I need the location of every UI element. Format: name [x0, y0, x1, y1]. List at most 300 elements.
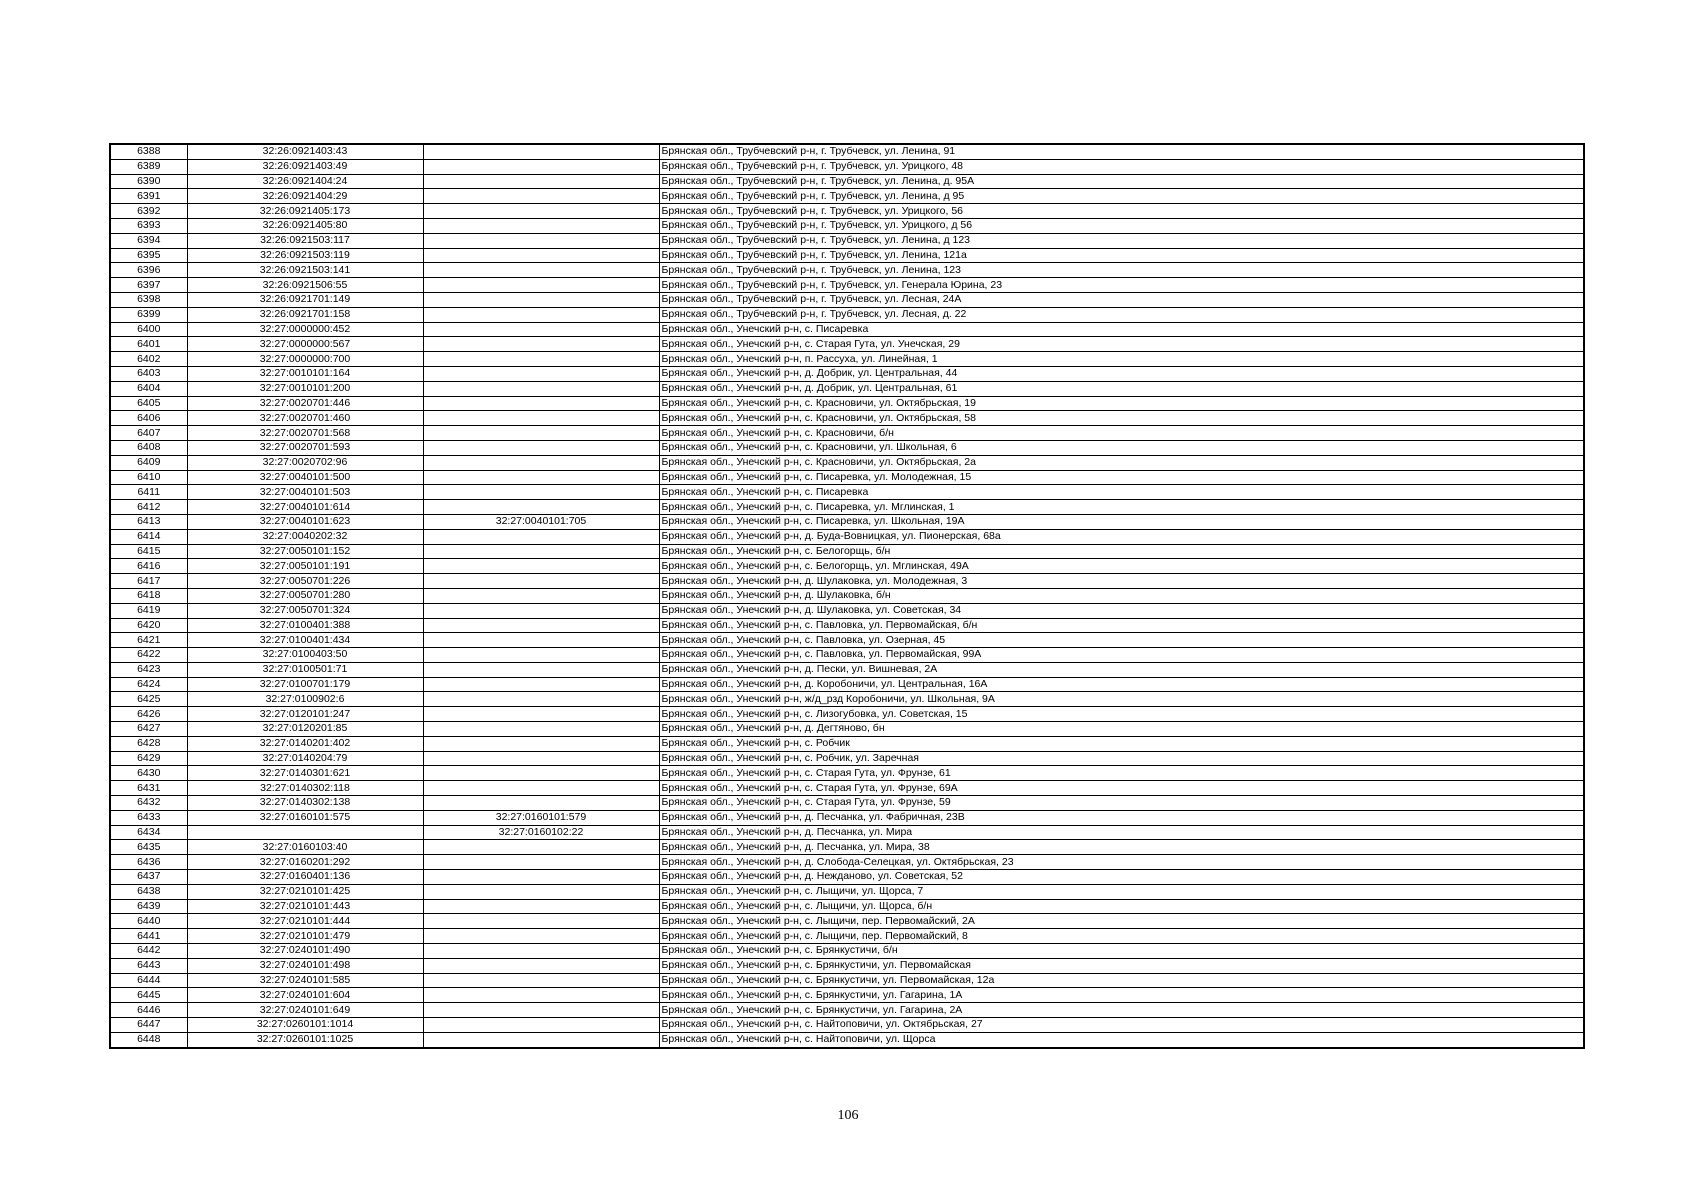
- linked-cadastral-number-cell: 32:27:0040101:705: [423, 514, 659, 529]
- page-number: 106: [837, 1108, 859, 1123]
- address-cell: Брянская обл., Унечский р-н, с. Лыщичи, ул. Щорса, 7: [659, 884, 1584, 899]
- row-number-cell: 6411: [110, 485, 187, 500]
- linked-cadastral-number-cell: [423, 662, 659, 677]
- table-row: [110, 278, 1584, 293]
- table-row: [110, 189, 1584, 204]
- address-cell: Брянская обл., Унечский р-н, с. Робчик, ул. Заречная: [659, 751, 1584, 766]
- address-cell: Брянская обл., Унечский р-н, с. Писаревка: [659, 322, 1584, 337]
- table-row: [110, 322, 1584, 337]
- cadastral-number-cell: 32:27:0000000:567: [187, 337, 423, 352]
- linked-cadastral-number-cell: [423, 988, 659, 1003]
- address-cell: Брянская обл., Унечский р-н, с. Красновичи, ул. Октябрьская, 58: [659, 411, 1584, 426]
- cadastral-number-cell: 32:27:0050701:280: [187, 588, 423, 603]
- table-row: [110, 470, 1584, 485]
- linked-cadastral-number-cell: [423, 603, 659, 618]
- linked-cadastral-number-cell: [423, 929, 659, 944]
- row-number-cell: 6435: [110, 840, 187, 855]
- table-row: [110, 988, 1584, 1003]
- address-cell: Брянская обл., Унечский р-н, с. Красновичи, б/н: [659, 426, 1584, 441]
- linked-cadastral-number-cell: [423, 722, 659, 737]
- table-row: [110, 662, 1584, 677]
- linked-cadastral-number-cell: 32:27:0160101:579: [423, 810, 659, 825]
- table-row: [110, 618, 1584, 633]
- row-number-cell: 6409: [110, 455, 187, 470]
- table-row: [110, 677, 1584, 692]
- linked-cadastral-number-cell: [423, 944, 659, 959]
- address-cell: Брянская обл., Унечский р-н, д. Шулаковка, б/н: [659, 588, 1584, 603]
- linked-cadastral-number-cell: [423, 233, 659, 248]
- linked-cadastral-number-cell: [423, 381, 659, 396]
- table-row: [110, 233, 1584, 248]
- row-number-cell: 6430: [110, 766, 187, 781]
- address-cell: Брянская обл., Унечский р-н, д. Добрик, ул. Центральная, 44: [659, 366, 1584, 381]
- row-number-cell: 6433: [110, 810, 187, 825]
- linked-cadastral-number-cell: [423, 426, 659, 441]
- row-number-cell: 6443: [110, 958, 187, 973]
- linked-cadastral-number-cell: [423, 529, 659, 544]
- linked-cadastral-number-cell: [423, 500, 659, 515]
- cadastral-number-cell: 32:26:0921405:173: [187, 204, 423, 219]
- address-cell: Брянская обл., Унечский р-н, с. Писаревка, ул. Школьная, 19А: [659, 514, 1584, 529]
- linked-cadastral-number-cell: [423, 189, 659, 204]
- cadastral-number-cell: [187, 825, 423, 840]
- cadastral-number-cell: 32:27:0040101:623: [187, 514, 423, 529]
- row-number-cell: 6434: [110, 825, 187, 840]
- address-cell: Брянская обл., Унечский р-н, с. Найтоповичи, ул. Октябрьская, 27: [659, 1018, 1584, 1033]
- table-row: [110, 1032, 1584, 1047]
- cadastral-number-cell: 32:27:0050101:191: [187, 559, 423, 574]
- linked-cadastral-number-cell: [423, 870, 659, 885]
- table-row: [110, 899, 1584, 914]
- row-number-cell: 6414: [110, 529, 187, 544]
- row-number-cell: 6447: [110, 1018, 187, 1033]
- table-row: [110, 736, 1584, 751]
- address-cell: Брянская обл., Унечский р-н, с. Брянкустичи, ул. Первомайская, 12а: [659, 973, 1584, 988]
- table-row: [110, 944, 1584, 959]
- cadastral-number-cell: 32:27:0040202:32: [187, 529, 423, 544]
- address-cell: Брянская обл., Унечский р-н, с. Найтоповичи, ул. Щорса: [659, 1032, 1584, 1047]
- table-row: [110, 544, 1584, 559]
- linked-cadastral-number-cell: [423, 884, 659, 899]
- linked-cadastral-number-cell: [423, 307, 659, 322]
- linked-cadastral-number-cell: [423, 440, 659, 455]
- cadastral-number-cell: 32:27:0100401:388: [187, 618, 423, 633]
- linked-cadastral-number-cell: [423, 588, 659, 603]
- table-row: [110, 248, 1584, 263]
- table-row: [110, 381, 1584, 396]
- address-cell: Брянская обл., Унечский р-н, д. Песчанка, ул. Мира, 38: [659, 840, 1584, 855]
- address-cell: Брянская обл., Унечский р-н, д. Пески, ул. Вишневая, 2А: [659, 662, 1584, 677]
- linked-cadastral-number-cell: [423, 973, 659, 988]
- linked-cadastral-number-cell: [423, 648, 659, 663]
- row-number-cell: 6446: [110, 1003, 187, 1018]
- row-number-cell: 6428: [110, 736, 187, 751]
- row-number-cell: 6420: [110, 618, 187, 633]
- address-cell: Брянская обл., Унечский р-н, с. Красновичи, ул. Октябрьская, 19: [659, 396, 1584, 411]
- address-cell: Брянская обл., Унечский р-н, с. Лыщичи, пер. Первомайский, 8: [659, 929, 1584, 944]
- table-row: [110, 588, 1584, 603]
- cadastral-number-cell: 32:26:0921403:43: [187, 144, 423, 159]
- address-cell: Брянская обл., Унечский р-н, д. Песчанка, ул. Фабричная, 23В: [659, 810, 1584, 825]
- linked-cadastral-number-cell: [423, 736, 659, 751]
- table-row: [110, 884, 1584, 899]
- address-cell: Брянская обл., Унечский р-н, с. Старая Гута, ул. Унечская, 29: [659, 337, 1584, 352]
- cadastral-number-cell: 32:27:0140302:118: [187, 781, 423, 796]
- row-number-cell: 6389: [110, 159, 187, 174]
- linked-cadastral-number-cell: [423, 707, 659, 722]
- linked-cadastral-number-cell: [423, 855, 659, 870]
- address-cell: Брянская обл., Унечский р-н, с. Робчик: [659, 736, 1584, 751]
- table-row: [110, 751, 1584, 766]
- address-cell: Брянская обл., Трубчевский р-н, г. Трубчевск, ул. Урицкого, 56: [659, 204, 1584, 219]
- address-cell: Брянская обл., Унечский р-н, с. Белогорщь, б/н: [659, 544, 1584, 559]
- address-cell: Брянская обл., Унечский р-н, с. Старая Гута, ул. Фрунзе, 61: [659, 766, 1584, 781]
- table-row: [110, 455, 1584, 470]
- address-cell: Брянская обл., Унечский р-н, п. Рассуха, ул. Линейная, 1: [659, 352, 1584, 367]
- linked-cadastral-number-cell: [423, 218, 659, 233]
- cadastral-number-cell: 32:27:0210101:444: [187, 914, 423, 929]
- cadastral-number-cell: 32:26:0921404:24: [187, 174, 423, 189]
- cadastral-number-cell: 32:27:0020701:593: [187, 440, 423, 455]
- table-row: [110, 159, 1584, 174]
- linked-cadastral-number-cell: [423, 781, 659, 796]
- address-cell: Брянская обл., Унечский р-н, с. Лыщичи, ул. Щорса, б/н: [659, 899, 1584, 914]
- row-number-cell: 6407: [110, 426, 187, 441]
- address-cell: Брянская обл., Унечский р-н, д. Шулаковка, ул. Советская, 34: [659, 603, 1584, 618]
- address-cell: Брянская обл., Трубчевский р-н, г. Трубчевск, ул. Ленина, д 123: [659, 233, 1584, 248]
- cadastral-number-cell: 32:26:0921503:141: [187, 263, 423, 278]
- table-row: [110, 529, 1584, 544]
- linked-cadastral-number-cell: [423, 958, 659, 973]
- linked-cadastral-number-cell: [423, 470, 659, 485]
- address-cell: Брянская обл., Унечский р-н, д. Коробоничи, ул. Центральная, 16А: [659, 677, 1584, 692]
- row-number-cell: 6442: [110, 944, 187, 959]
- row-number-cell: 6436: [110, 855, 187, 870]
- cadastral-number-cell: 32:27:0040101:500: [187, 470, 423, 485]
- linked-cadastral-number-cell: [423, 899, 659, 914]
- linked-cadastral-number-cell: [423, 144, 659, 159]
- linked-cadastral-number-cell: [423, 174, 659, 189]
- linked-cadastral-number-cell: [423, 840, 659, 855]
- row-number-cell: 6444: [110, 973, 187, 988]
- linked-cadastral-number-cell: [423, 766, 659, 781]
- linked-cadastral-number-cell: [423, 204, 659, 219]
- table-row: [110, 1003, 1584, 1018]
- cadastral-number-cell: 32:27:0140201:402: [187, 736, 423, 751]
- address-cell: Брянская обл., Унечский р-н, д. Добрик, ул. Центральная, 61: [659, 381, 1584, 396]
- row-number-cell: 6429: [110, 751, 187, 766]
- row-number-cell: 6413: [110, 514, 187, 529]
- address-cell: Брянская обл., Унечский р-н, с. Павловка, ул. Первомайская, б/н: [659, 618, 1584, 633]
- cadastral-number-cell: 32:27:0100701:179: [187, 677, 423, 692]
- row-number-cell: 6397: [110, 278, 187, 293]
- row-number-cell: 6445: [110, 988, 187, 1003]
- linked-cadastral-number-cell: [423, 1003, 659, 1018]
- row-number-cell: 6417: [110, 574, 187, 589]
- row-number-cell: 6415: [110, 544, 187, 559]
- linked-cadastral-number-cell: [423, 914, 659, 929]
- address-cell: Брянская обл., Трубчевский р-н, г. Трубчевск, ул. Урицкого, 48: [659, 159, 1584, 174]
- row-number-cell: 6439: [110, 899, 187, 914]
- cadastral-number-cell: 32:27:0020701:460: [187, 411, 423, 426]
- cadastral-number-cell: 32:27:0050701:324: [187, 603, 423, 618]
- cadastral-number-cell: 32:27:0160201:292: [187, 855, 423, 870]
- linked-cadastral-number-cell: [423, 618, 659, 633]
- row-number-cell: 6432: [110, 796, 187, 811]
- row-number-cell: 6423: [110, 662, 187, 677]
- row-number-cell: 6400: [110, 322, 187, 337]
- cadastral-number-cell: 32:27:0040101:503: [187, 485, 423, 500]
- cadastral-number-cell: 32:27:0140301:621: [187, 766, 423, 781]
- table-row: [110, 174, 1584, 189]
- cadastral-number-cell: 32:27:0240101:498: [187, 958, 423, 973]
- cadastral-number-cell: 32:27:0100401:434: [187, 633, 423, 648]
- address-cell: Брянская обл., Унечский р-н, с. Красновичи, ул. Школьная, 6: [659, 440, 1584, 455]
- cadastral-number-cell: 32:27:0210101:479: [187, 929, 423, 944]
- table-row: [110, 958, 1584, 973]
- address-cell: Брянская обл., Трубчевский р-н, г. Трубчевск, ул. Ленина, 91: [659, 144, 1584, 159]
- cadastral-number-cell: 32:27:0100403:50: [187, 648, 423, 663]
- linked-cadastral-number-cell: [423, 574, 659, 589]
- cadastral-number-cell: 32:27:0020701:446: [187, 396, 423, 411]
- table-row: [110, 263, 1584, 278]
- linked-cadastral-number-cell: [423, 751, 659, 766]
- cadastral-number-cell: 32:27:0020701:568: [187, 426, 423, 441]
- cadastral-number-cell: 32:26:0921405:80: [187, 218, 423, 233]
- cadastral-number-cell: 32:27:0160103:40: [187, 840, 423, 855]
- table-row: [110, 722, 1584, 737]
- table-row: [110, 633, 1584, 648]
- row-number-cell: 6412: [110, 500, 187, 515]
- table-row: [110, 411, 1584, 426]
- table-row: [110, 648, 1584, 663]
- linked-cadastral-number-cell: [423, 633, 659, 648]
- cadastral-number-cell: 32:27:0210101:443: [187, 899, 423, 914]
- row-number-cell: 6394: [110, 233, 187, 248]
- address-cell: Брянская обл., Унечский р-н, с. Старая Гута, ул. Фрунзе, 69А: [659, 781, 1584, 796]
- address-cell: Брянская обл., Унечский р-н, с. Красновичи, ул. Октябрьская, 2а: [659, 455, 1584, 470]
- cadastral-number-cell: 32:27:0020702:96: [187, 455, 423, 470]
- linked-cadastral-number-cell: [423, 1018, 659, 1033]
- cadastral-number-cell: 32:27:0140302:138: [187, 796, 423, 811]
- table-row: [110, 781, 1584, 796]
- linked-cadastral-number-cell: [423, 544, 659, 559]
- row-number-cell: 6422: [110, 648, 187, 663]
- linked-cadastral-number-cell: [423, 485, 659, 500]
- row-number-cell: 6440: [110, 914, 187, 929]
- cadastral-number-cell: 32:27:0240101:649: [187, 1003, 423, 1018]
- registry-table: [109, 143, 1585, 1049]
- table-row: [110, 840, 1584, 855]
- row-number-cell: 6419: [110, 603, 187, 618]
- linked-cadastral-number-cell: [423, 278, 659, 293]
- table-row: [110, 603, 1584, 618]
- cadastral-number-cell: 32:27:0040101:614: [187, 500, 423, 515]
- address-cell: Брянская обл., Трубчевский р-н, г. Трубчевск, ул. Ленина, 123: [659, 263, 1584, 278]
- address-cell: Брянская обл., Унечский р-н, с. Павловка, ул. Озерная, 45: [659, 633, 1584, 648]
- linked-cadastral-number-cell: [423, 322, 659, 337]
- cadastral-number-cell: 32:27:0050701:226: [187, 574, 423, 589]
- address-cell: Брянская обл., Унечский р-н, с. Лыщичи, пер. Первомайский, 2А: [659, 914, 1584, 929]
- cadastral-number-cell: 32:27:0000000:700: [187, 352, 423, 367]
- linked-cadastral-number-cell: [423, 159, 659, 174]
- cadastral-number-cell: 32:26:0921701:149: [187, 292, 423, 307]
- row-number-cell: 6416: [110, 559, 187, 574]
- table-row: [110, 870, 1584, 885]
- linked-cadastral-number-cell: [423, 337, 659, 352]
- row-number-cell: 6418: [110, 588, 187, 603]
- address-cell: Брянская обл., Унечский р-н, с. Брянкустичи, ул. Гагарина, 1А: [659, 988, 1584, 1003]
- address-cell: Брянская обл., Трубчевский р-н, г. Трубчевск, ул. Ленина, 121а: [659, 248, 1584, 263]
- cadastral-number-cell: 32:27:0100902:6: [187, 692, 423, 707]
- table-row: [110, 485, 1584, 500]
- linked-cadastral-number-cell: [423, 352, 659, 367]
- linked-cadastral-number-cell: 32:27:0160102:22: [423, 825, 659, 840]
- linked-cadastral-number-cell: [423, 677, 659, 692]
- table-row: [110, 1018, 1584, 1033]
- table-row: [110, 766, 1584, 781]
- address-cell: Брянская обл., Трубчевский р-н, г. Трубчевск, ул. Ленина, д 95: [659, 189, 1584, 204]
- row-number-cell: 6437: [110, 870, 187, 885]
- row-number-cell: 6402: [110, 352, 187, 367]
- address-cell: Брянская обл., Унечский р-н, д. Дегтяново, бн: [659, 722, 1584, 737]
- table-row: [110, 218, 1584, 233]
- row-number-cell: 6399: [110, 307, 187, 322]
- cadastral-number-cell: 32:27:0260101:1014: [187, 1018, 423, 1033]
- row-number-cell: 6391: [110, 189, 187, 204]
- address-cell: Брянская обл., Трубчевский р-н, г. Трубчевск, ул. Лесная, 24А: [659, 292, 1584, 307]
- row-number-cell: 6392: [110, 204, 187, 219]
- table-row: [110, 352, 1584, 367]
- address-cell: Брянская обл., Унечский р-н, с. Брянкустичи, б/н: [659, 944, 1584, 959]
- address-cell: Брянская обл., Трубчевский р-н, г. Трубчевск, ул. Лесная, д. 22: [659, 307, 1584, 322]
- address-cell: Брянская обл., Унечский р-н, д. Песчанка, ул. Мира: [659, 825, 1584, 840]
- address-cell: Брянская обл., Унечский р-н, с. Брянкустичи, ул. Гагарина, 2А: [659, 1003, 1584, 1018]
- cadastral-number-cell: 32:27:0000000:452: [187, 322, 423, 337]
- address-cell: Брянская обл., Унечский р-н, с. Писаревка: [659, 485, 1584, 500]
- table-row: [110, 692, 1584, 707]
- table-row: [110, 825, 1584, 840]
- table-row: [110, 810, 1584, 825]
- table-row: [110, 855, 1584, 870]
- linked-cadastral-number-cell: [423, 248, 659, 263]
- row-number-cell: 6441: [110, 929, 187, 944]
- cadastral-number-cell: 32:26:0921503:119: [187, 248, 423, 263]
- row-number-cell: 6401: [110, 337, 187, 352]
- table-row: [110, 973, 1584, 988]
- linked-cadastral-number-cell: [423, 455, 659, 470]
- linked-cadastral-number-cell: [423, 396, 659, 411]
- row-number-cell: 6396: [110, 263, 187, 278]
- row-number-cell: 6393: [110, 218, 187, 233]
- cadastral-number-cell: 32:27:0160101:575: [187, 810, 423, 825]
- row-number-cell: 6390: [110, 174, 187, 189]
- row-number-cell: 6403: [110, 366, 187, 381]
- table-row: [110, 396, 1584, 411]
- cadastral-number-cell: 32:26:0921403:49: [187, 159, 423, 174]
- cadastral-number-cell: 32:26:0921503:117: [187, 233, 423, 248]
- address-cell: Брянская обл., Унечский р-н, д. Нежданово, ул. Советская, 52: [659, 870, 1584, 885]
- table-row: [110, 559, 1584, 574]
- table-row: [110, 366, 1584, 381]
- address-cell: Брянская обл., Трубчевский р-н, г. Трубчевск, ул. Генерала Юрина, 23: [659, 278, 1584, 293]
- row-number-cell: 6406: [110, 411, 187, 426]
- cadastral-number-cell: 32:27:0120201:85: [187, 722, 423, 737]
- address-cell: Брянская обл., Унечский р-н, с. Писаревка, ул. Мглинская, 1: [659, 500, 1584, 515]
- cadastral-number-cell: 32:27:0240101:604: [187, 988, 423, 1003]
- row-number-cell: 6448: [110, 1032, 187, 1047]
- cadastral-number-cell: 32:27:0010101:164: [187, 366, 423, 381]
- cadastral-number-cell: 32:27:0120101:247: [187, 707, 423, 722]
- address-cell: Брянская обл., Унечский р-н, с. Писаревка, ул. Молодежная, 15: [659, 470, 1584, 485]
- address-cell: Брянская обл., Унечский р-н, с. Лизогубовка, ул. Советская, 15: [659, 707, 1584, 722]
- table-row: [110, 574, 1584, 589]
- table-row: [110, 707, 1584, 722]
- table-row: [110, 914, 1584, 929]
- table-row: [110, 500, 1584, 515]
- cadastral-number-cell: 32:27:0260101:1025: [187, 1032, 423, 1047]
- table-row: [110, 796, 1584, 811]
- table-row: [110, 929, 1584, 944]
- row-number-cell: 6438: [110, 884, 187, 899]
- row-number-cell: 6398: [110, 292, 187, 307]
- linked-cadastral-number-cell: [423, 692, 659, 707]
- cadastral-number-cell: 32:27:0050101:152: [187, 544, 423, 559]
- cadastral-number-cell: 32:27:0210101:425: [187, 884, 423, 899]
- row-number-cell: 6405: [110, 396, 187, 411]
- address-cell: Брянская обл., Унечский р-н, д. Буда-Вовницкая, ул. Пионерская, 68а: [659, 529, 1584, 544]
- table-row: [110, 292, 1584, 307]
- table-row: [110, 307, 1584, 322]
- table-row: [110, 426, 1584, 441]
- row-number-cell: 6425: [110, 692, 187, 707]
- linked-cadastral-number-cell: [423, 263, 659, 278]
- cadastral-number-cell: 32:27:0100501:71: [187, 662, 423, 677]
- table-row: [110, 440, 1584, 455]
- row-number-cell: 6408: [110, 440, 187, 455]
- row-number-cell: 6431: [110, 781, 187, 796]
- cadastral-number-cell: 32:26:0921506:55: [187, 278, 423, 293]
- row-number-cell: 6426: [110, 707, 187, 722]
- address-cell: Брянская обл., Трубчевский р-н, г. Трубчевск, ул. Урицкого, д 56: [659, 218, 1584, 233]
- address-cell: Брянская обл., Унечский р-н, с. Павловка, ул. Первомайская, 99А: [659, 648, 1584, 663]
- cadastral-number-cell: 32:27:0240101:585: [187, 973, 423, 988]
- linked-cadastral-number-cell: [423, 366, 659, 381]
- address-cell: Брянская обл., Унечский р-н, с. Белогорщь, ул. Мглинская, 49А: [659, 559, 1584, 574]
- address-cell: Брянская обл., Трубчевский р-н, г. Трубчевск, ул. Ленина, д. 95А: [659, 174, 1584, 189]
- address-cell: Брянская обл., Унечский р-н, д. Шулаковка, ул. Молодежная, 3: [659, 574, 1584, 589]
- address-cell: Брянская обл., Унечский р-н, с. Старая Гута, ул. Фрунзе, 59: [659, 796, 1584, 811]
- cadastral-number-cell: 32:26:0921701:158: [187, 307, 423, 322]
- address-cell: Брянская обл., Унечский р-н, с. Брянкустичи, ул. Первомайская: [659, 958, 1584, 973]
- row-number-cell: 6404: [110, 381, 187, 396]
- row-number-cell: 6427: [110, 722, 187, 737]
- row-number-cell: 6395: [110, 248, 187, 263]
- row-number-cell: 6421: [110, 633, 187, 648]
- row-number-cell: 6388: [110, 144, 187, 159]
- linked-cadastral-number-cell: [423, 559, 659, 574]
- linked-cadastral-number-cell: [423, 292, 659, 307]
- table-row: [110, 204, 1584, 219]
- address-cell: Брянская обл., Унечский р-н, д. Слобода-Селецкая, ул. Октябрьская, 23: [659, 855, 1584, 870]
- cadastral-number-cell: 32:27:0010101:200: [187, 381, 423, 396]
- row-number-cell: 6410: [110, 470, 187, 485]
- cadastral-number-cell: 32:26:0921404:29: [187, 189, 423, 204]
- linked-cadastral-number-cell: [423, 411, 659, 426]
- registry-table-body: [110, 144, 1584, 1048]
- cadastral-number-cell: 32:27:0240101:490: [187, 944, 423, 959]
- linked-cadastral-number-cell: [423, 1032, 659, 1047]
